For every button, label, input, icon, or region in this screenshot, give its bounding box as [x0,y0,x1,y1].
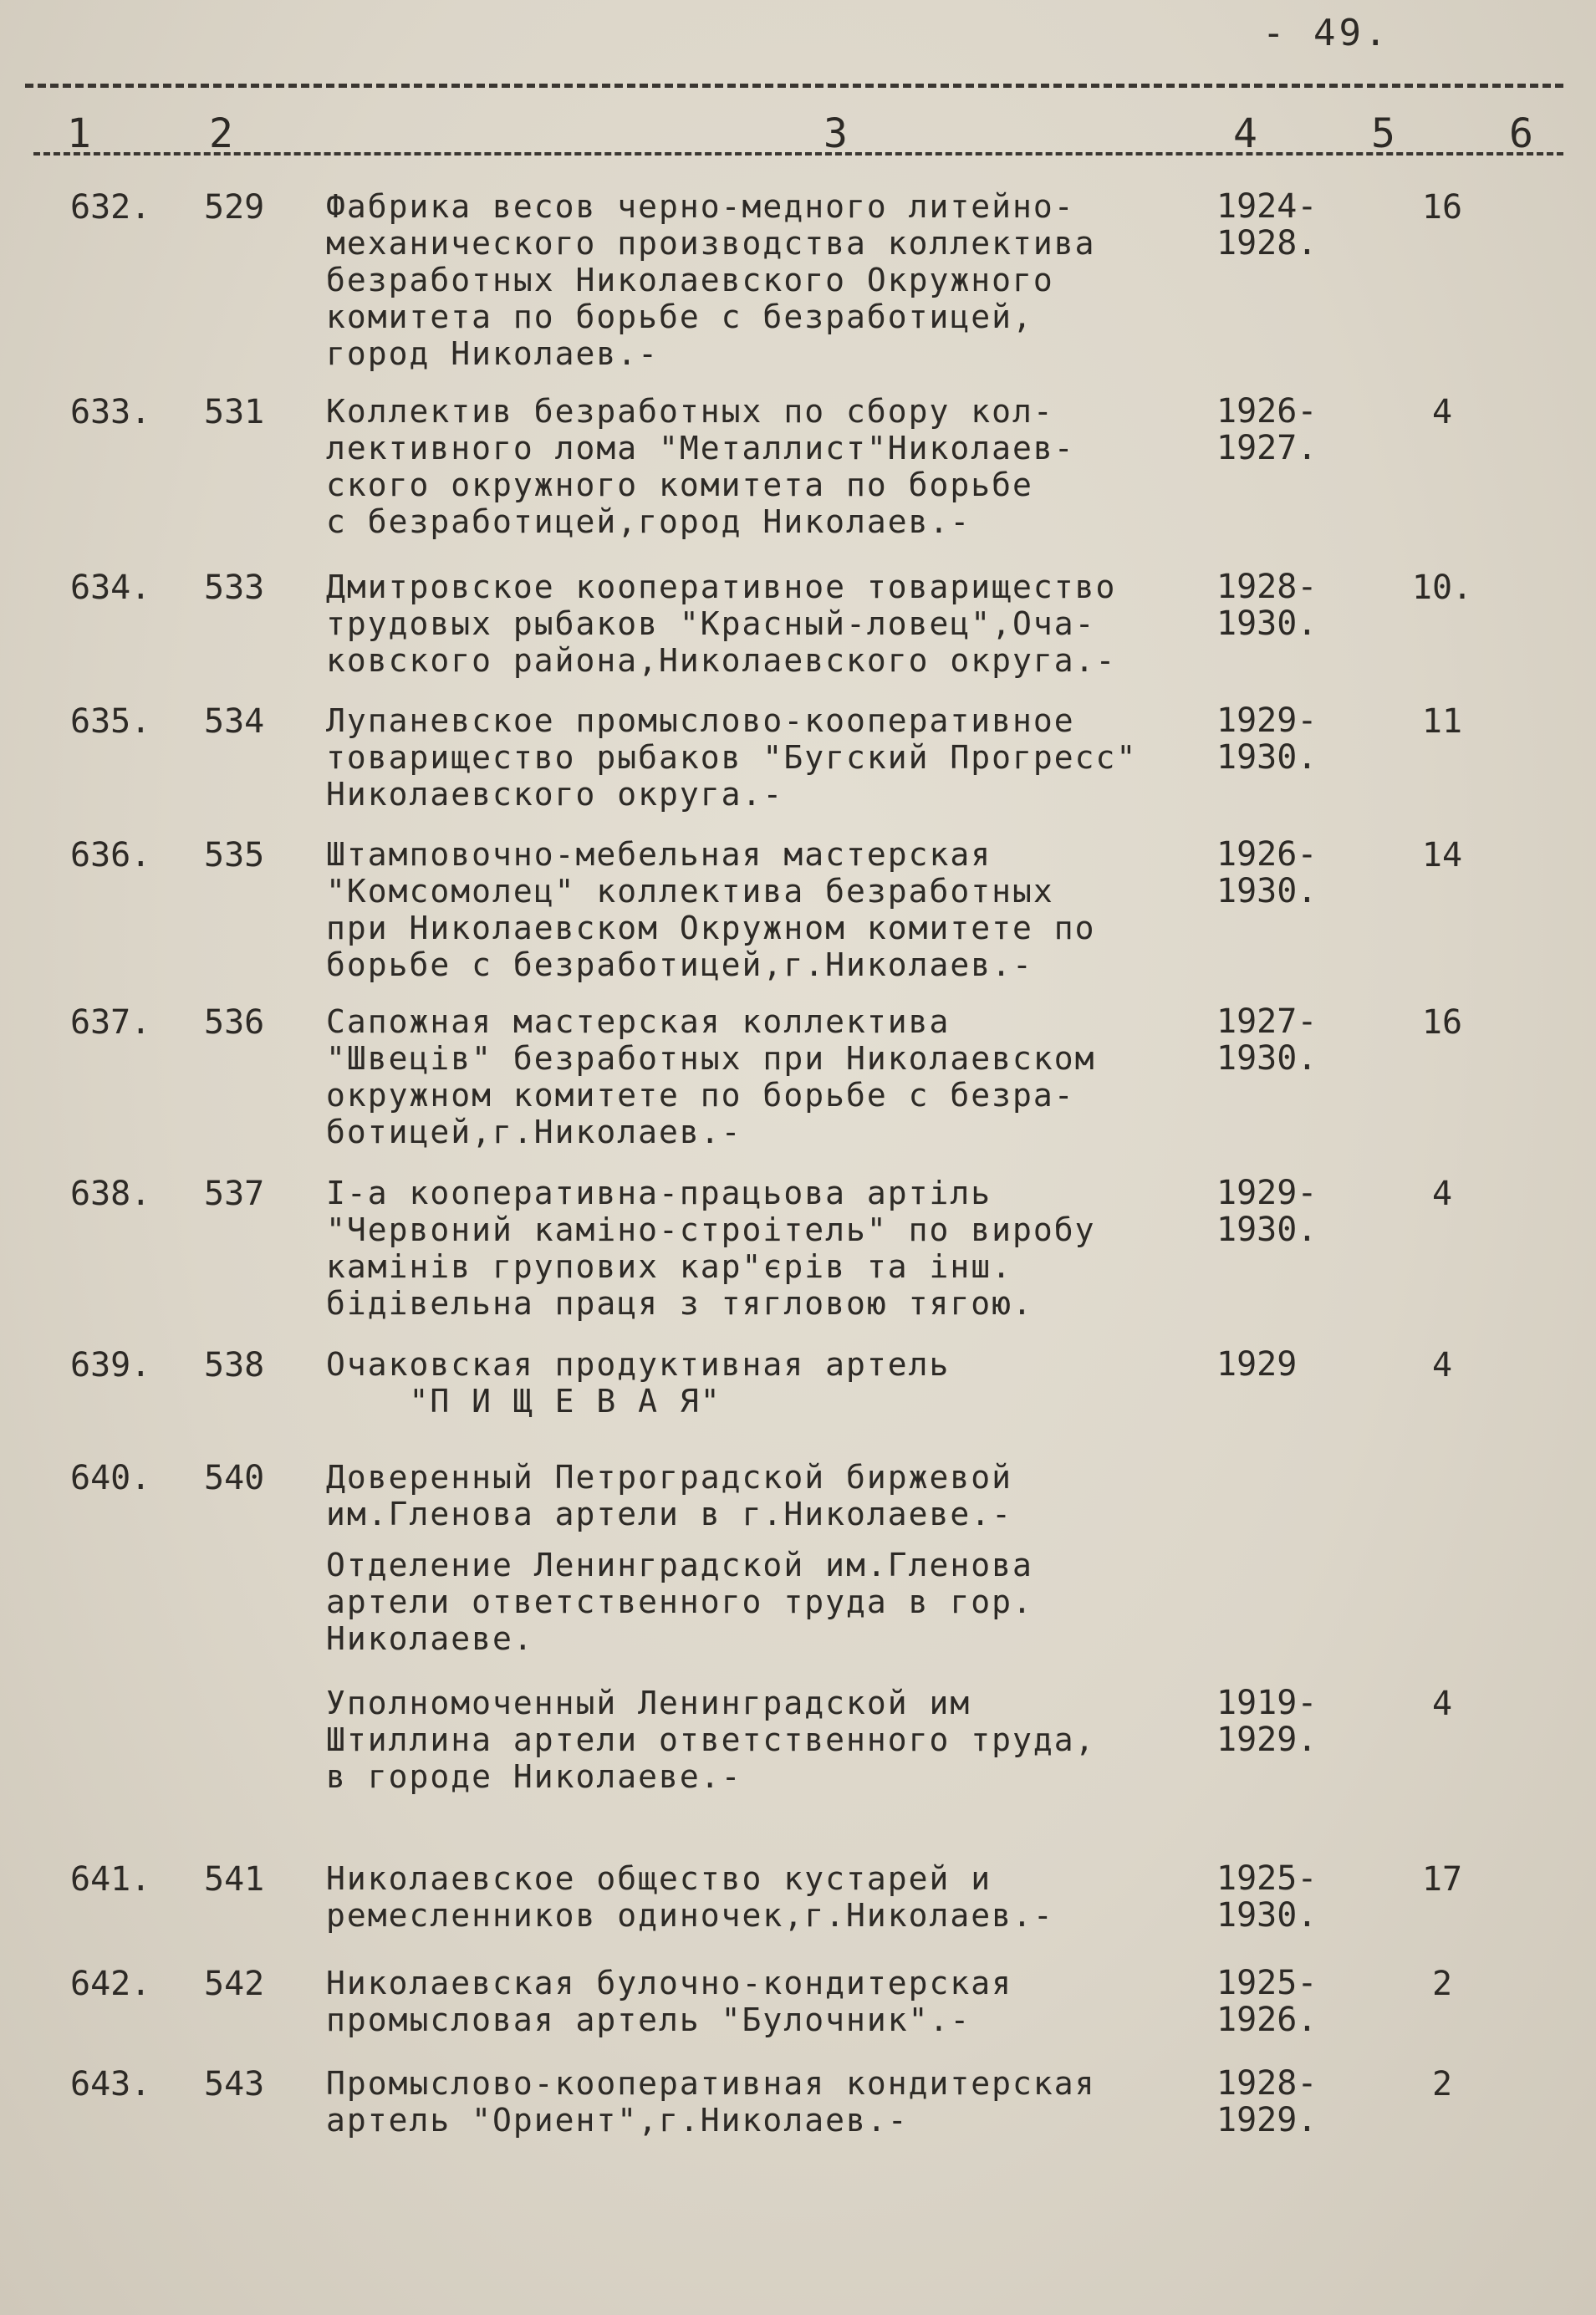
entry-title [326,1860,1212,1934]
column-header-2: 2 [209,110,233,157]
entry-year-line: 1926- [1216,835,1318,874]
entry-year-line: 1929- [1216,701,1318,740]
entry-title [326,1346,1212,1420]
entry-years [1216,393,1384,467]
entry-title [326,1965,1212,2038]
entry-title-line: ковского района,Николаевского округа.- [326,642,1117,679]
entry-title-line: лективного лома "Металлист"Николаев- [326,430,1075,467]
entry-title [326,1459,1212,1532]
entry-years [1216,1860,1384,1934]
sheet-count: 17 [1421,1860,1463,1899]
entry-number: 633. [70,393,151,431]
entry-year-line: 1927. [1216,429,1318,467]
entry-title [326,1175,1212,1322]
sheet-count: 4 [1431,1685,1453,1723]
entry-years [1216,2065,1384,2139]
entry-title [326,393,1212,540]
entry-title-line: Николаевская булочно-кондитерская [326,1965,1012,2001]
entry-title-line: "Швецiв" безработных при Николаевском [326,1040,1096,1077]
entry-years [1216,702,1384,776]
entry-title-line: "Червоний камiно-строiтель" по виробу [326,1211,1096,1248]
entry-title-line: Уполномоченный Ленинградской им [326,1685,971,1721]
entry-year-line: 1930. [1216,604,1318,643]
entry-title-line: механического производства коллектива [326,225,1096,262]
entry-year-line: 1925- [1216,1859,1318,1898]
entry-year-line: 1929. [1216,2101,1318,2139]
entry-year-line: 1929. [1216,1721,1318,1759]
entry-year-line: 1926- [1216,392,1318,431]
entry-number: 636. [70,836,151,874]
entry-year-line: 1928. [1216,224,1318,263]
entry-years [1216,1175,1384,1248]
entry-number: 637. [70,1003,151,1042]
entry-title-line: трудовых рыбаков "Красный-ловец",Оча- [326,605,1096,642]
entry-title-line: камiнiв групових кар"єрiв та iнш. [326,1248,1012,1285]
entry-year-line: 1919- [1216,1684,1318,1722]
entry-title-line: им.Гленова артели в г.Николаеве.- [326,1496,1012,1532]
entry-title-line: Коллектив безработных по сбору кол- [326,393,1054,430]
entry-number: 640. [70,1459,151,1497]
entry-title-line: бiдiвельна праця з тягловою тягою. [326,1285,1033,1322]
sheet-count: 16 [1421,1003,1463,1042]
entry-title-line: ботицей,г.Николаев.- [326,1114,742,1150]
entry-title [326,702,1212,813]
fund-number: 537 [204,1175,265,1213]
entry-title [326,188,1212,372]
entry-title-line: Лупаневское промыслово-кооперативное [326,702,1075,739]
entry-title [326,2065,1212,2139]
entry-title-line: город Николаев.- [326,335,660,372]
entry-title-line: артели ответственного труда в гор. [326,1583,1033,1620]
entry-title-line: с безработицей,город Николаев.- [326,503,971,540]
entry-number: 642. [70,1965,151,2003]
entry-number: 634. [70,569,151,607]
entry-title-line: "П И Щ Е В А Я" [326,1383,722,1420]
entry-years [1216,836,1384,910]
entry-year-line: 1924- [1216,187,1318,226]
entry-title-line: I-а кооперативна-працьова артiль [326,1175,992,1211]
entry-title-line: Николаевское общество кустарей и [326,1860,992,1897]
entry-title-line: Фабрика весов черно-медного литейно- [326,188,1075,225]
column-header-3: 3 [823,110,848,157]
sheet-count: 2 [1431,2065,1453,2103]
entry-year-line: 1928- [1216,2064,1318,2103]
entry-title-line: комитета по борьбе с безработицей, [326,298,1033,335]
fund-number: 541 [204,1860,265,1899]
entry-title [326,1003,1212,1150]
entry-year-line: 1925- [1216,1964,1318,2002]
column-header-5: 5 [1371,110,1395,157]
entry-title-line: Очаковская продуктивная артель [326,1346,951,1383]
entry-title-line: безработных Николаевского Окружного [326,262,1054,298]
entry-title [326,836,1212,983]
entry-title-line: артель "Ориент",г.Николаев.- [326,2102,909,2139]
entry-year-line: 1929 [1216,1345,1298,1384]
entry-year-line: 1926. [1216,2001,1318,2039]
fund-number: 542 [204,1965,265,2003]
entry-year-line: 1930. [1216,1896,1318,1935]
fund-number: 531 [204,393,265,431]
fund-number: 535 [204,836,265,874]
sheet-count: 16 [1421,188,1463,227]
column-header-4: 4 [1233,110,1257,157]
fund-number: 540 [204,1459,265,1497]
entry-year-line: 1929- [1216,1174,1318,1212]
entry-years [1216,1965,1384,2038]
entry-title-line: промысловая артель "Булочник".- [326,2001,971,2038]
entry-number: 632. [70,188,151,227]
entry-title-line: Сапожная мастерская коллектива [326,1003,951,1040]
entry-title-line: борьбе с безработицей,г.Николаев.- [326,946,1033,983]
entry-title-line: Отделение Ленинградской им.Гленова [326,1547,1033,1583]
entry-title-line: при Николаевском Окружном комитете по [326,910,1096,946]
entry-title-line: Николаеве. [326,1620,534,1657]
entry-title-line: "Комсомолец" коллектива безработных [326,873,1054,910]
entry-number: 643. [70,2065,151,2103]
header-rule [33,152,1563,156]
entry-years [1216,569,1384,642]
sheet-count: 10. [1411,569,1473,607]
entry-title-line: Николаевского округа.- [326,776,784,813]
entry-year-line: 1930. [1216,1039,1318,1078]
entry-title-line: окружном комитете по борьбе с безра- [326,1077,1075,1114]
entry-number: 638. [70,1175,151,1213]
entry-title-line: ремесленников одиночек,г.Николаев.- [326,1897,1054,1934]
column-header-1: 1 [67,110,91,157]
entry-years [1216,1003,1384,1077]
entry-title-line: в городе Николаеве.- [326,1758,742,1795]
entry-title [326,1685,1212,1795]
entry-years [1216,188,1384,262]
column-header-6: 6 [1509,110,1533,157]
fund-number: 533 [204,569,265,607]
entry-year-line: 1930. [1216,738,1318,777]
entry-title [326,1547,1212,1657]
top-rule [25,84,1563,88]
entry-year-line: 1930. [1216,872,1318,910]
sheet-count: 4 [1431,393,1453,431]
entry-title-line: Промыслово-кооперативная кондитерская [326,2065,1096,2102]
entry-title [326,569,1212,679]
fund-number: 534 [204,702,265,741]
entry-year-line: 1927- [1216,1002,1318,1041]
entry-title-line: Дмитровское кооперативное товарищество [326,569,1117,605]
fund-number: 536 [204,1003,265,1042]
entry-title-line: Доверенный Петроградской биржевой [326,1459,1012,1496]
sheet-count: 4 [1431,1175,1453,1213]
entry-year-line: 1928- [1216,568,1318,606]
entry-years [1216,1346,1384,1383]
fund-number: 529 [204,188,265,227]
entry-years [1216,1685,1384,1758]
sheet-count: 2 [1431,1965,1453,2003]
sheet-count: 4 [1431,1346,1453,1384]
entry-year-line: 1930. [1216,1211,1318,1249]
entry-number: 635. [70,702,151,741]
fund-number: 538 [204,1346,265,1384]
entry-title-line: Штамповочно-мебельная мастерская [326,836,992,873]
entry-title-line: товарищество рыбаков "Бугский Прогресс" [326,739,1138,776]
sheet-count: 11 [1421,702,1463,741]
sheet-count: 14 [1421,836,1463,874]
entry-number: 639. [70,1346,151,1384]
fund-number: 543 [204,2065,265,2103]
page-number: - 49. [1262,12,1390,54]
entry-number: 641. [70,1860,151,1899]
entry-title-line: ского окружного комитета по борьбе [326,467,1033,503]
entry-title-line: Штиллина артели ответственного труда, [326,1721,1096,1758]
